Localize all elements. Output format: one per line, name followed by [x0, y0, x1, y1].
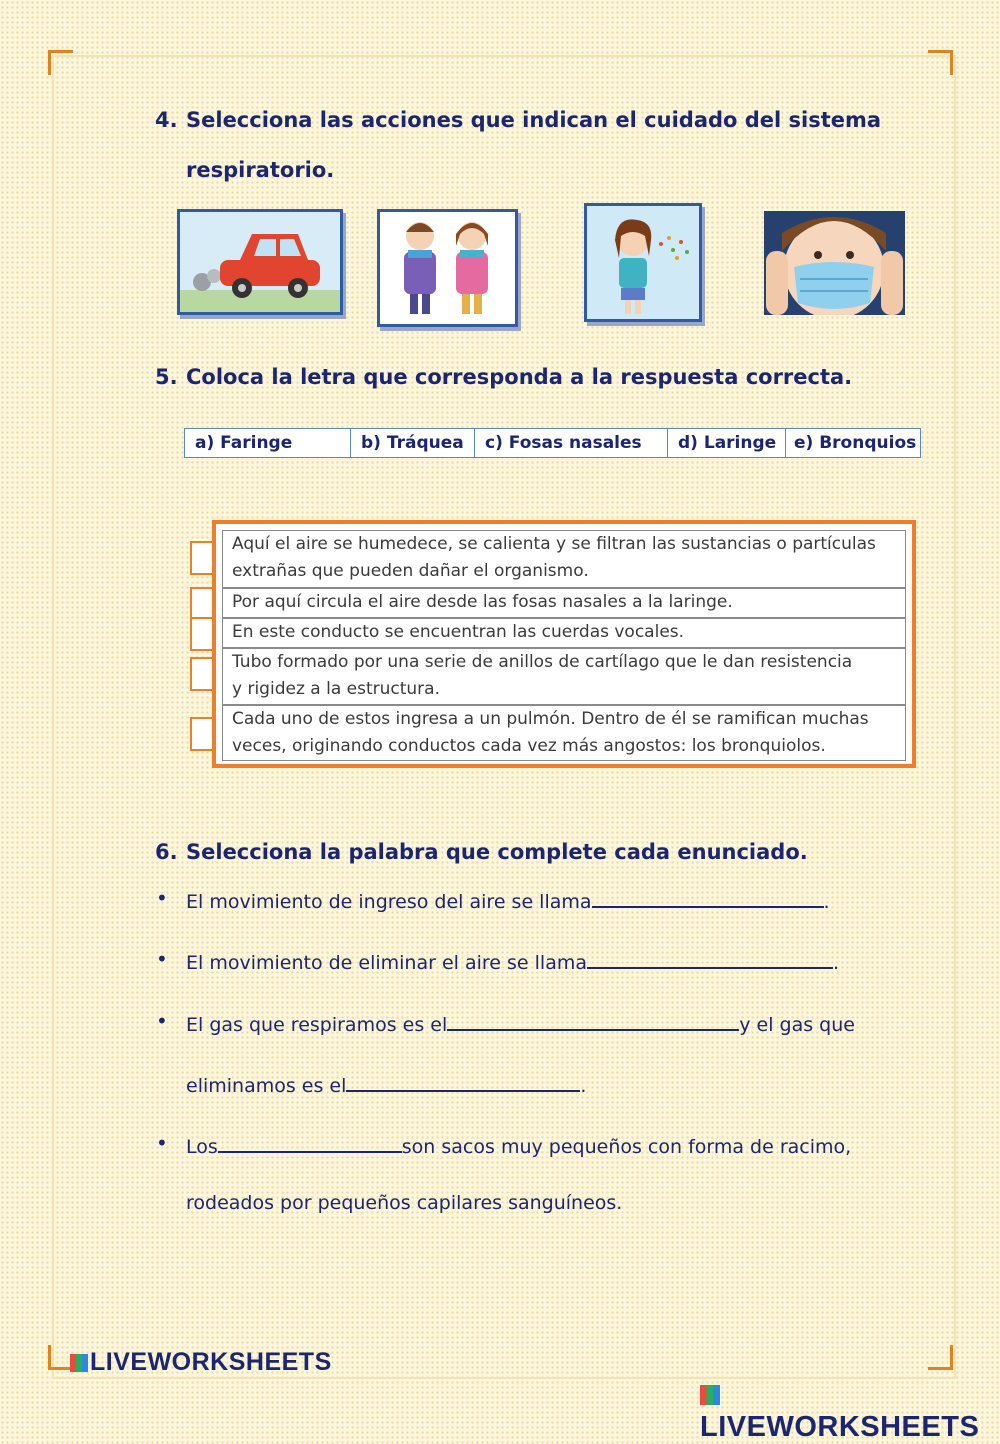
option-d: d) Laringe [668, 429, 786, 457]
sentence-text: son sacos muy pequeños con forma de racimo, [401, 1136, 852, 1158]
question-4-title [155, 108, 935, 132]
bullet-icon: • [156, 1009, 168, 1033]
question-5-title [155, 365, 935, 389]
question-number: 6. [155, 840, 178, 864]
blank-field[interactable] [447, 1009, 739, 1031]
question-6-title [155, 840, 935, 864]
option-c: c) Fosas nasales [475, 429, 668, 457]
definition-row [222, 588, 906, 618]
sentence-1 [186, 886, 830, 913]
question-4-line2: respiratorio. [186, 158, 335, 182]
liveworksheets-logo-footer [700, 1378, 1000, 1444]
sentence-end: . [580, 1075, 587, 1097]
corner-ornament-icon [48, 50, 73, 75]
sentence-text: El movimiento de eliminar el aire se llama [186, 952, 588, 974]
car-exhaust-image[interactable] [180, 212, 340, 312]
sentence-text: Los [186, 1136, 218, 1158]
blank-field[interactable] [587, 947, 833, 969]
logo-text: LIVEWORKSHEETS [90, 1348, 332, 1376]
logo-icon [700, 1385, 720, 1405]
definition-row [222, 648, 906, 705]
question-5-text: Coloca la letra que corresponda a la respuesta correcta. [186, 365, 853, 389]
definition-row [222, 530, 906, 588]
question-number: 5. [155, 365, 178, 389]
sentence-4-line2: rodeados por pequeños capilares sanguíneos. [186, 1192, 623, 1214]
blank-field[interactable] [218, 1131, 402, 1153]
girl-sneezing-image[interactable] [587, 206, 699, 319]
question-4-line1: Selecciona las acciones que indican el cuidado del sistema [186, 108, 882, 132]
definition-text: Por aquí circula el aire desde las fosas nasales a la laringe. [232, 592, 733, 612]
sentence-text: El gas que respiramos es el [186, 1014, 448, 1036]
corner-ornament-icon [928, 1345, 953, 1370]
option-a: a) Faringe [185, 429, 351, 457]
definition-text: Tubo formado por una serie de anillos de cartílago que le dan resistencia [232, 652, 853, 672]
logo-text: LIVEWORKSHEETS [700, 1411, 980, 1443]
definition-text: veces, originando conductos cada vez más angostos: los bronquiolos. [232, 736, 826, 756]
definition-row [222, 705, 906, 761]
sentence-4 [186, 1131, 851, 1158]
child-with-mask-image[interactable] [764, 211, 905, 315]
definition-text: En este conducto se encuentran las cuerdas vocales. [232, 622, 685, 642]
definition-text: y rigidez a la estructura. [232, 679, 440, 699]
bullet-icon: • [156, 947, 168, 971]
options-table [184, 428, 921, 458]
sentence-end: . [823, 891, 830, 913]
liveworksheets-logo [70, 1348, 332, 1377]
sentence-text: eliminamos es el [186, 1075, 347, 1097]
logo-icon [70, 1354, 88, 1372]
sentence-3-line2 [186, 1070, 586, 1097]
sentence-3 [186, 1009, 855, 1036]
definitions-box [212, 520, 916, 768]
blank-field[interactable] [346, 1070, 580, 1092]
question-number: 4. [155, 108, 178, 132]
sentence-text: y el gas que [739, 1014, 855, 1036]
definition-text: Aquí el aire se humedece, se calienta y se filtran las sustancias o partículas [232, 534, 876, 554]
bullet-icon: • [156, 886, 168, 910]
definition-row [222, 618, 906, 648]
definition-text: extrañas que pueden dañar el organismo. [232, 561, 589, 581]
children-warm-clothes-image[interactable] [380, 212, 515, 324]
sentence-text: El movimiento de ingreso del aire se llama [186, 891, 592, 913]
blank-field[interactable] [592, 886, 824, 908]
option-b: b) Tráquea [351, 429, 475, 457]
definition-text: Cada uno de estos ingresa a un pulmón. Dentro de él se ramifican muchas [232, 709, 869, 729]
bullet-icon: • [156, 1131, 168, 1155]
sentence-end: . [833, 952, 840, 974]
corner-ornament-icon [928, 50, 953, 75]
sentence-2 [186, 947, 839, 974]
option-e: e) Bronquios [794, 433, 917, 453]
question-6-text: Selecciona la palabra que complete cada enunciado. [186, 840, 808, 864]
